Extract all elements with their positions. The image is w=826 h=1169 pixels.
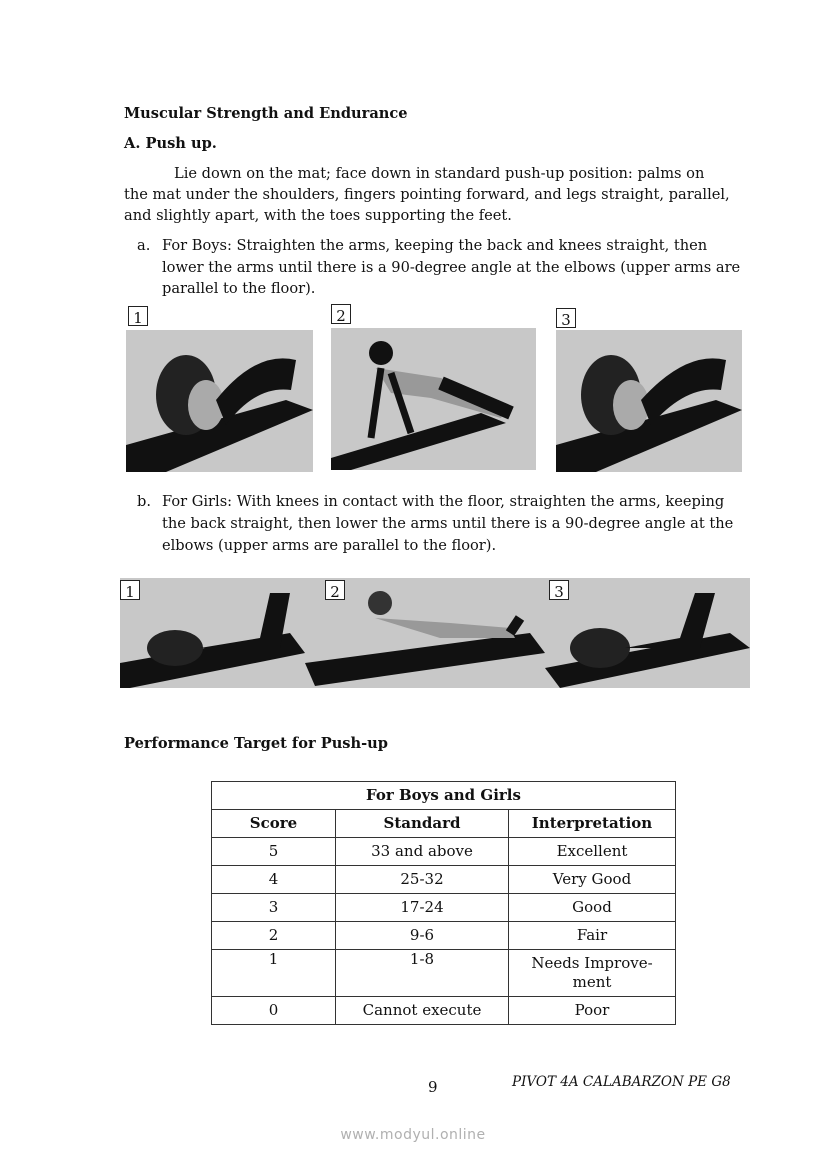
table-caption: For Boys and Girls — [212, 782, 676, 810]
figure-label: 3 — [549, 580, 569, 600]
figure-label: 3 — [556, 308, 576, 328]
boys-line: parallel to the floor). — [162, 280, 316, 297]
cell: Very Good — [509, 866, 676, 894]
figure-label: 2 — [325, 580, 345, 600]
header-interpretation: Interpretation — [509, 810, 676, 838]
performance-table — [211, 781, 676, 1025]
girls-line: the back straight, then lower the arms until there is a 90-degree angle at the — [162, 515, 734, 532]
figure-label: 1 — [128, 306, 148, 326]
table-row — [212, 922, 676, 950]
header-standard: Standard — [336, 810, 509, 838]
cell: Fair — [509, 922, 676, 950]
boys-pushup-photo-3 — [556, 330, 742, 472]
performance-title: Performance Target for Push-up — [124, 735, 388, 752]
intro-line: the mat under the shoulders, fingers pointing forward, and legs straight, parallel, — [124, 186, 730, 203]
intro-line: Lie down on the mat; face down in standard push-up position: palms on — [174, 165, 705, 182]
list-marker: a. — [137, 237, 151, 254]
cell: 4 — [212, 866, 336, 894]
boys-line: For Boys: Straighten the arms, keeping the back and knees straight, then — [162, 237, 708, 254]
girls-line: elbows (upper arms are parallel to the floor). — [162, 537, 497, 554]
cell: 3 — [212, 894, 336, 922]
boys-pushup-photo-2 — [331, 328, 536, 470]
watermark: www.modyul.online — [340, 1127, 486, 1143]
cell: 1 — [212, 950, 336, 997]
cell: 5 — [212, 838, 336, 866]
cell: 0 — [212, 997, 336, 1025]
intro-line: and slightly apart, with the toes supporting the feet. — [124, 207, 512, 224]
figure-label: 2 — [331, 304, 351, 324]
series-footer: PIVOT 4A CALABARZON PE G8 — [512, 1074, 731, 1090]
table-row — [212, 950, 676, 997]
cell: 1-8 — [336, 950, 509, 997]
cell: 25-32 — [336, 866, 509, 894]
figure-label: 1 — [120, 580, 140, 600]
boys-line: lower the arms until there is a 90-degree angle at the elbows (upper arms are — [162, 259, 741, 276]
table-row — [212, 866, 676, 894]
cell: Excellent — [509, 838, 676, 866]
cell: 17-24 — [336, 894, 509, 922]
section-heading: Muscular Strength and Endurance — [124, 105, 408, 122]
cell: Needs Improve- ment — [509, 950, 676, 997]
cell: 2 — [212, 922, 336, 950]
table-row — [212, 894, 676, 922]
list-marker: b. — [137, 493, 151, 510]
table-row — [212, 997, 676, 1025]
cell: 9-6 — [336, 922, 509, 950]
cell: 33 and above — [336, 838, 509, 866]
girls-line: For Girls: With knees in contact with the floor, straighten the arms, keeping — [162, 493, 725, 510]
subheading: A. Push up. — [124, 135, 217, 152]
cell: Cannot execute — [336, 997, 509, 1025]
cell: Poor — [509, 997, 676, 1025]
girls-pushup-photo-strip — [120, 578, 750, 688]
boys-pushup-photo-1 — [126, 330, 313, 472]
table-row — [212, 838, 676, 866]
page-number: 9 — [428, 1078, 438, 1096]
header-score: Score — [212, 810, 336, 838]
cell: Good — [509, 894, 676, 922]
